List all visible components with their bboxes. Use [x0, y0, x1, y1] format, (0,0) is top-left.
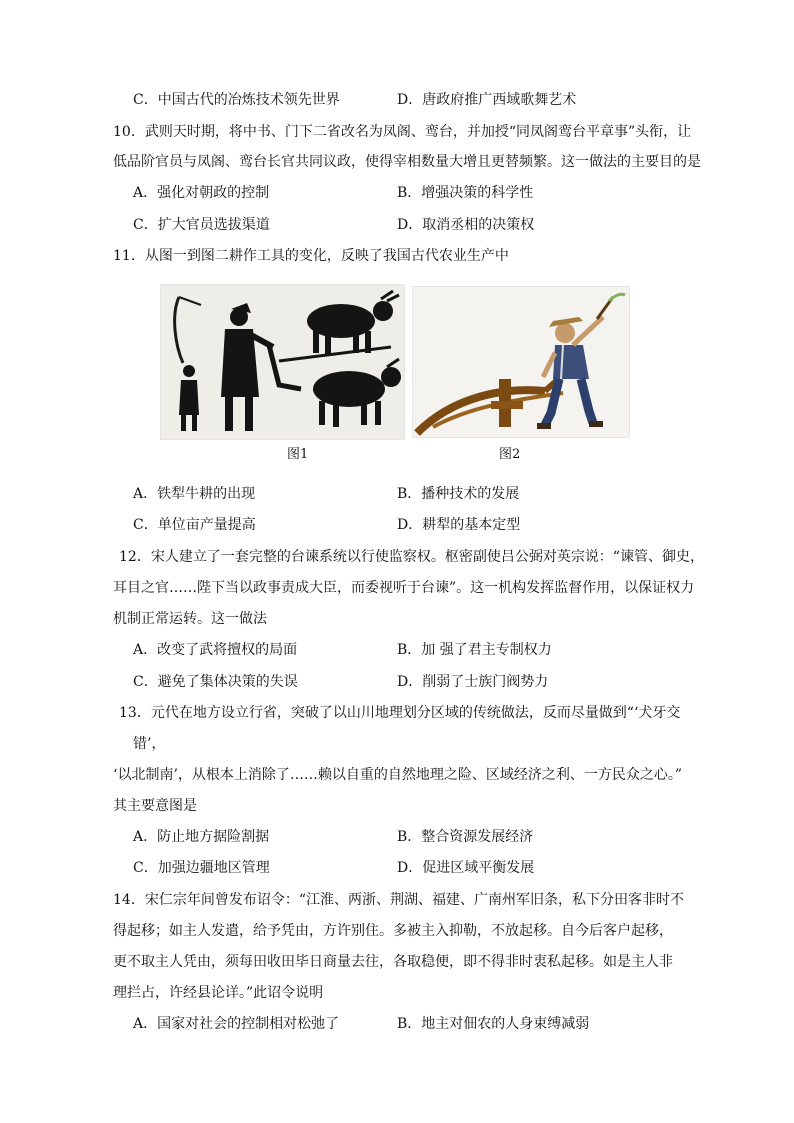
q14-stem-line1: 14．宋仁宗年间曾发布诏令：“江淮、两浙、荆湖、福建、广南州军旧条，私下分田客非时不: [113, 892, 684, 908]
q14-stem-line4: 理拦占，许经县论详。”此诏令说明: [113, 985, 324, 1001]
q12-option-d: D．削弱了士族门阀势力: [397, 674, 549, 690]
figure-1-ox-plough-rubbing: [160, 284, 405, 440]
q10-stem-line2: 低品阶官员与凤阁、鸾台长官共同议政，使得宰相数量大增且更替频繁。这一做法的主要目的是: [113, 154, 701, 170]
q12-stem-line1: 12．宋人建立了一套完整的台谏系统以行使监察权。枢密副使吕公弼对英宗说：“谏管、御史，: [119, 549, 704, 565]
q14-stem-line3: 更不取主人凭由，须每田收田毕日商量去往，各取稳便，即不得非时衷私起移。如是主人非: [113, 954, 673, 970]
q11-option-c: C．单位亩产量提高: [133, 517, 256, 533]
q10-option-a: A．强化对朝政的控制: [133, 185, 270, 201]
q9-option-c: C．中国古代的冶炼技术领先世界: [133, 92, 340, 108]
figure-2-curved-plough: [412, 286, 630, 438]
q13-stem-line3: 其主要意图是: [113, 798, 197, 814]
q13-stem-line1: 13．元代在地方设立行省，突破了以山川地理划分区域的传统做法，反而尽量做到“‘犬牙交: [119, 705, 681, 721]
q13-option-d: D．促进区域平衡发展: [397, 860, 535, 876]
q13-option-b: B．整合资源发展经济: [397, 829, 534, 845]
q12-option-c: C．避免了集体决策的失误: [133, 674, 298, 690]
q10-option-d: D．取消丞相的决策权: [397, 217, 535, 233]
q11-option-b: B．播种技术的发展: [397, 486, 520, 502]
q12-option-a: A．改变了武将擅权的局面: [133, 642, 298, 658]
q14-stem-line2: 得起移；如主人发遣，给予凭由，方许别住。多被主入抑勒，不放起移。自今后客户起移，: [113, 923, 673, 939]
figure-2-image: [413, 287, 629, 437]
figure-2-caption: 图2: [499, 447, 521, 462]
q13-option-c: C．加强边疆地区管理: [133, 860, 270, 876]
q11-option-a: A．铁犁牛耕的出现: [133, 486, 256, 502]
q12-stem-line3: 机制正常运转。这一做法: [113, 611, 267, 627]
q12-stem-line2: 耳目之官……陛下当以政事责成大臣，而委视听于台谏”。这一机构发挥监督作用，以保证权力: [113, 580, 695, 596]
q13-stem-line1-wrap: 错’，: [133, 736, 166, 752]
q11-option-d: D．耕犁的基本定型: [397, 517, 521, 533]
figure-1-caption: 图1: [287, 447, 309, 462]
q13-option-a: A．防止地方据险割据: [133, 829, 270, 845]
q12-option-b: B．加 强了君主专制权力: [397, 642, 552, 658]
q9-option-d: D．唐政府推广西域歌舞艺术: [397, 92, 577, 108]
q11-stem: 11．从图一到图二耕作工具的变化，反映了我国古代农业生产中: [113, 248, 509, 264]
q14-option-a: A．国家对社会的控制相对松弛了: [133, 1016, 340, 1032]
q10-option-b: B．增强决策的科学性: [397, 185, 534, 201]
figure-1-image: [161, 285, 404, 439]
q10-stem-line1: 10．武则天时期，将中书、门下二省改名为凤阁、鸾台，并加授“同凤阁鸾台平章事”头衔，让: [113, 124, 692, 140]
q10-option-c: C．扩大官员选拔渠道: [133, 217, 270, 233]
q14-option-b: B．地主对佃农的人身束缚减弱: [397, 1016, 590, 1032]
q13-stem-line2: ‘以北制南’，从根本上消除了……赖以自重的自然地理之险、区域经济之利、一方民众之心。”: [113, 767, 683, 783]
